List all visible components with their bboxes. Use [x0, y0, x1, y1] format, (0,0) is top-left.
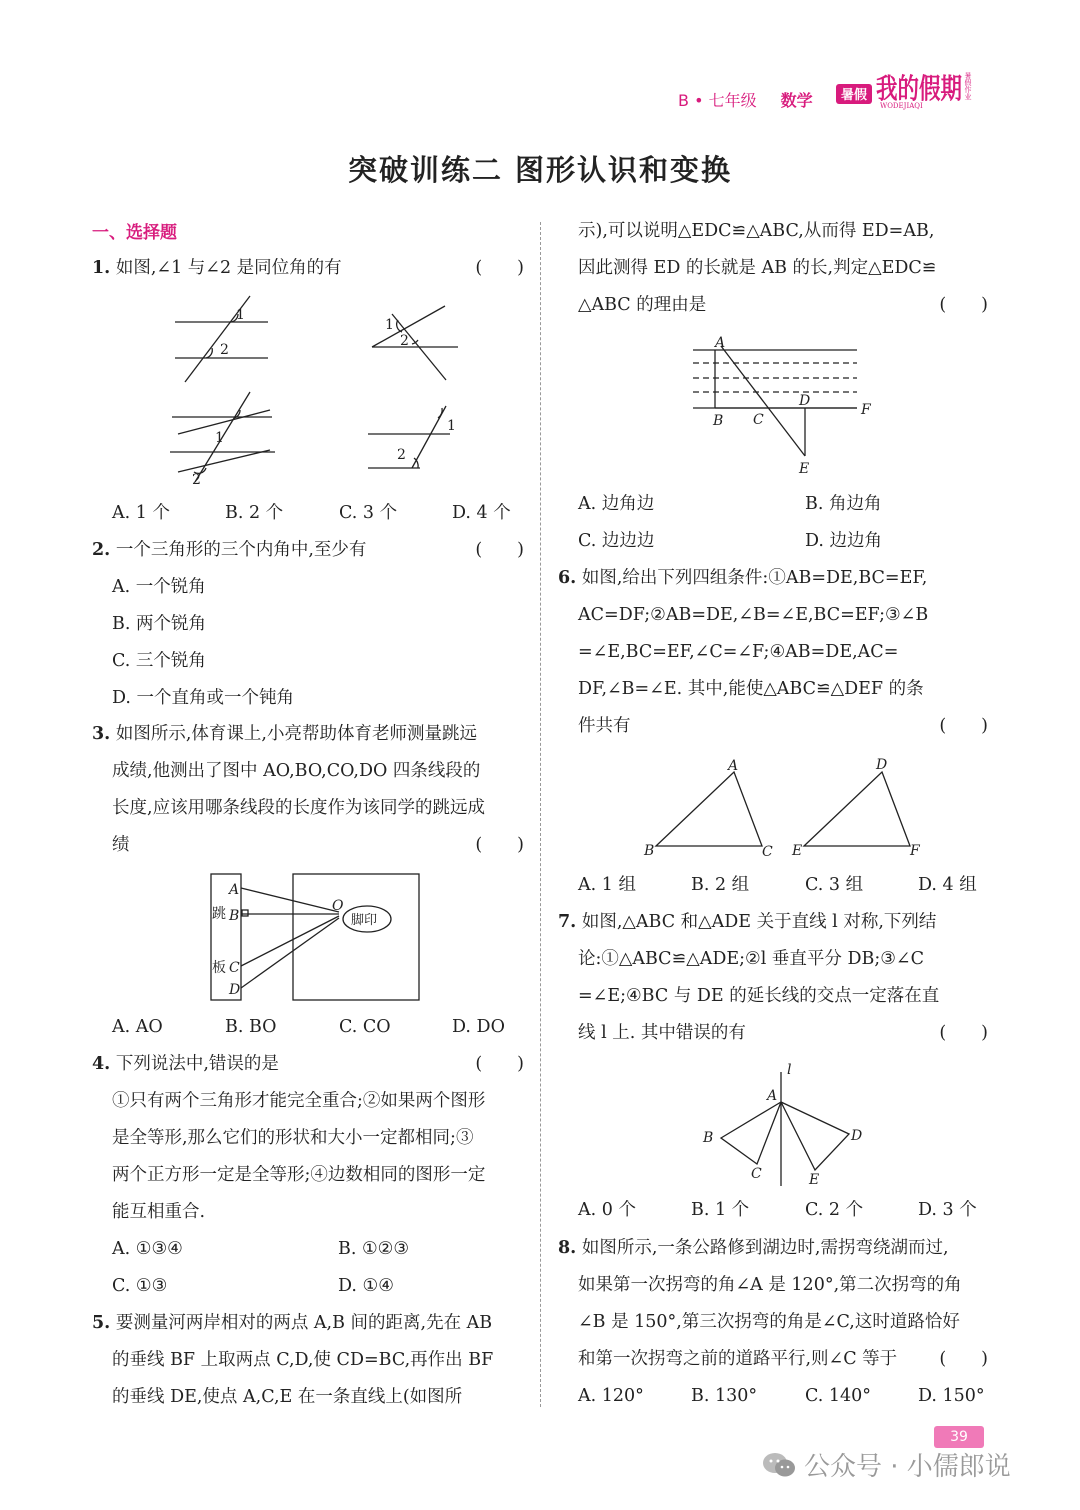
question-2 — [92, 532, 524, 722]
q2-option-c[interactable]: C. 三个锐角 — [112, 651, 206, 671]
brand-sub: WODEJIAQI — [880, 102, 923, 110]
q1-option-b[interactable]: B. 2 个 — [225, 503, 284, 523]
q7-option-b[interactable]: B. 1 个 — [691, 1200, 750, 1220]
q3-line-3: 长度,应该用哪条线段的长度作为该同学的跳远成 — [112, 798, 486, 818]
q1-num: 1. — [92, 258, 111, 278]
grade-label: B • 七年级 — [678, 91, 757, 110]
q1-fig-label-1b: 1 — [385, 317, 394, 333]
q4-text: 下列说法中,错误的是 — [115, 1054, 279, 1074]
q5-option-c[interactable]: C. 边边边 — [578, 531, 655, 551]
q4-num: 4. — [92, 1054, 111, 1074]
question-3 — [92, 716, 524, 866]
q5-line-2: 的垂线 BF 上取两点 C,D,使 CD=BC,再作出 BF — [112, 1350, 494, 1370]
q1-answer-paren: ( ) — [475, 258, 524, 278]
q3-fig-label-c: C — [229, 960, 240, 976]
q6-fig-label-a: A — [728, 758, 739, 774]
q7-figure — [695, 1060, 875, 1190]
q1-fig-label-1c: 1 — [215, 430, 224, 446]
q3-option-a[interactable]: A. AO — [112, 1017, 163, 1037]
q1-fig-label-2d: 2 — [397, 447, 406, 463]
header-grade-subject — [678, 88, 813, 111]
q8-option-c[interactable]: C. 140° — [805, 1386, 872, 1406]
q3-line-1: 如图所示,体育课上,小亮帮助体育老师测量跳远 — [115, 724, 477, 744]
watermark — [762, 1446, 1011, 1483]
q5-cont-line-2: 因此测得 ED 的长就是 AB 的长,判定△EDC≌ — [578, 258, 937, 278]
q4-option-d[interactable]: D. ①④ — [338, 1276, 394, 1296]
q6-option-b[interactable]: B. 2 组 — [691, 875, 750, 895]
q5-fig-label-d: D — [799, 393, 811, 409]
q5-option-b[interactable]: B. 角边角 — [805, 494, 882, 514]
q8-line-1: 如图所示,一条公路修到湖边时,需拐弯绕湖而过, — [581, 1238, 949, 1258]
q4-line-4: 能互相重合. — [112, 1202, 206, 1222]
q2-option-a[interactable]: A. 一个锐角 — [112, 577, 206, 597]
q4-line-3: 两个正方形一定是全等形;④边数相同的图形一定 — [112, 1165, 486, 1185]
q2-answer-paren: ( ) — [475, 540, 524, 560]
q6-line-5: 件共有 — [578, 716, 631, 736]
q2-option-d[interactable]: D. 一个直角或一个钝角 — [112, 688, 295, 708]
q5-option-a[interactable]: A. 边角边 — [578, 494, 655, 514]
watermark-text: 公众号 · 小儒郎说 — [804, 1452, 1011, 1482]
q6-fig-label-b: B — [644, 843, 655, 859]
q1-figure — [150, 292, 490, 492]
q1-option-d[interactable]: D. 4 个 — [452, 503, 511, 523]
q1-option-c[interactable]: C. 3 个 — [339, 503, 398, 523]
q3-fig-label-o: O — [332, 898, 344, 914]
q5-fig-label-a: A — [715, 335, 726, 351]
q3-answer-paren: ( ) — [475, 835, 524, 855]
q5-answer-paren: ( ) — [939, 295, 988, 315]
q6-line-1: 如图,给出下列四组条件:①AB=DE,BC=EF, — [581, 568, 928, 588]
q7-option-c[interactable]: C. 2 个 — [805, 1200, 864, 1220]
q7-fig-label-b: B — [703, 1130, 714, 1146]
q7-option-d[interactable]: D. 3 个 — [918, 1200, 977, 1220]
q6-line-2: AC=DF;②AB=DE,∠B=∠E,BC=EF;③∠B — [578, 605, 929, 625]
q7-fig-label-l: l — [787, 1062, 792, 1078]
q7-num: 7. — [558, 912, 577, 932]
q6-fig-label-f: F — [910, 843, 920, 859]
q8-option-a[interactable]: A. 120° — [578, 1386, 644, 1406]
q6-answer-paren: ( ) — [939, 716, 988, 736]
q1-fig-label-2: 2 — [220, 342, 229, 358]
section-heading: 一、选择题 — [92, 223, 177, 243]
q6-fig-label-c: C — [762, 844, 773, 860]
q6-fig-label-e: E — [792, 843, 803, 859]
q6-line-4: DF,∠B=∠E. 其中,能使△ABC≌△DEF 的条 — [578, 679, 924, 699]
q3-option-b[interactable]: B. BO — [225, 1017, 277, 1037]
q4-answer-paren: ( ) — [475, 1054, 524, 1074]
q7-fig-label-e: E — [809, 1172, 820, 1188]
q1-text: 如图,∠1 与∠2 是同位角的有 — [115, 258, 342, 278]
q5-fig-label-c: C — [753, 412, 764, 428]
q3-line-4: 绩 — [112, 835, 130, 855]
question-5 — [92, 1305, 524, 1425]
q7-fig-label-d: D — [851, 1128, 863, 1144]
question-4 — [92, 1046, 524, 1306]
q5-figure — [685, 330, 885, 480]
q3-fig-label-a: A — [229, 882, 240, 898]
q7-answer-paren: ( ) — [939, 1023, 988, 1043]
q3-fig-board-bottom: 板 — [212, 960, 226, 976]
question-7 — [558, 904, 988, 1054]
q4-option-b[interactable]: B. ①②③ — [338, 1239, 410, 1259]
q3-fig-label-b: B — [229, 908, 240, 924]
brand-side: 暑假作业 — [964, 72, 972, 100]
q5-fig-label-b: B — [713, 413, 724, 429]
q6-figure — [640, 752, 930, 862]
q7-option-a[interactable]: A. 0 个 — [578, 1200, 636, 1220]
q7-line-1: 如图,△ABC 和△ADE 关于直线 l 对称,下列结 — [581, 912, 937, 932]
q5-option-d[interactable]: D. 边边角 — [805, 531, 883, 551]
q7-fig-label-c: C — [751, 1166, 762, 1182]
q5-line-1: 要测量河两岸相对的两点 A,B 间的距离,先在 AB — [115, 1313, 493, 1333]
q6-option-a[interactable]: A. 1 组 — [578, 875, 636, 895]
q1-option-a[interactable]: A. 1 个 — [112, 503, 170, 523]
question-5-continued — [578, 213, 988, 333]
brand-logo — [836, 62, 976, 110]
q5-line-3: 的垂线 DE,使点 A,C,E 在一条直线上(如图所 — [112, 1387, 463, 1407]
q3-figure — [205, 868, 430, 1008]
wechat-icon — [762, 1451, 796, 1479]
q6-num: 6. — [558, 568, 577, 588]
q7-fig-label-a: A — [767, 1088, 778, 1104]
q5-cont-line-1: 示),可以说明△EDC≌△ABC,从而得 ED=AB, — [578, 221, 935, 241]
q1-fig-label-1d: 1 — [447, 418, 456, 434]
question-6 — [558, 560, 988, 750]
q6-option-d[interactable]: D. 4 组 — [918, 875, 977, 895]
q8-option-d[interactable]: D. 150° — [918, 1386, 985, 1406]
q5-fig-label-e: E — [799, 461, 810, 477]
page-number: 39 — [934, 1426, 984, 1448]
q8-option-b[interactable]: B. 130° — [691, 1386, 758, 1406]
q1-fig-label-1: 1 — [236, 307, 245, 323]
q4-line-2: 是全等形,那么它们的形状和大小一定都相同;③ — [112, 1128, 474, 1148]
q4-option-a[interactable]: A. ①③④ — [112, 1239, 183, 1259]
q1-fig-label-2c: 2 — [192, 472, 201, 488]
q3-option-d[interactable]: D. DO — [452, 1017, 505, 1037]
q1-fig-label-2b: 2 — [400, 333, 409, 349]
q2-option-b[interactable]: B. 两个锐角 — [112, 614, 206, 634]
q8-num: 8. — [558, 1238, 577, 1258]
q3-fig-label-d: D — [229, 982, 241, 998]
q5-cont-line-3: △ABC 的理由是 — [578, 295, 707, 315]
column-divider — [540, 222, 541, 1407]
q2-text: 一个三角形的三个内角中,至少有 — [115, 540, 367, 560]
page-title: 突破训练二 图形认识和变换 — [347, 153, 733, 187]
brand-tag: 暑假 — [840, 88, 868, 103]
q4-line-1: ①只有两个三角形才能完全重合;②如果两个图形 — [112, 1091, 486, 1111]
q5-fig-label-f: F — [861, 402, 871, 418]
q5-options — [578, 486, 988, 566]
q4-option-c[interactable]: C. ①③ — [112, 1276, 168, 1296]
q6-line-3: =∠E,BC=EF,∠C=∠F;④AB=DE,AC= — [578, 642, 899, 662]
q2-num: 2. — [92, 540, 111, 560]
q8-line-3: ∠B 是 150°,第三次拐弯的角是∠C,这时道路恰好 — [578, 1312, 960, 1332]
q7-line-4: 线 l 上. 其中错误的有 — [578, 1023, 746, 1043]
q7-line-2: 论:①△ABC≌△ADE;②l 垂直平分 DB;③∠C — [578, 949, 924, 969]
q3-fig-board-top: 跳 — [212, 906, 226, 922]
q5-num: 5. — [92, 1313, 111, 1333]
question-8 — [558, 1230, 988, 1420]
q8-line-2: 如果第一次拐弯的角∠A 是 120°,第二次拐弯的角 — [578, 1275, 962, 1295]
q3-fig-footprint: 脚印 — [351, 913, 378, 928]
subject-label: 数学 — [780, 91, 813, 110]
q3-line-2: 成绩,他测出了图中 AO,BO,CO,DO 四条线段的 — [112, 761, 481, 781]
q6-fig-label-d: D — [876, 757, 888, 773]
q8-line-4: 和第一次拐弯之前的道路平行,则∠C 等于 — [578, 1349, 898, 1369]
q8-answer-paren: ( ) — [939, 1349, 988, 1369]
q7-line-3: =∠E;④BC 与 DE 的延长线的交点一定落在直 — [578, 986, 940, 1006]
q3-option-c[interactable]: C. CO — [339, 1017, 391, 1037]
q3-num: 3. — [92, 724, 111, 744]
brand-main: 我的假期 — [876, 72, 962, 105]
q6-option-c[interactable]: C. 3 组 — [805, 875, 864, 895]
